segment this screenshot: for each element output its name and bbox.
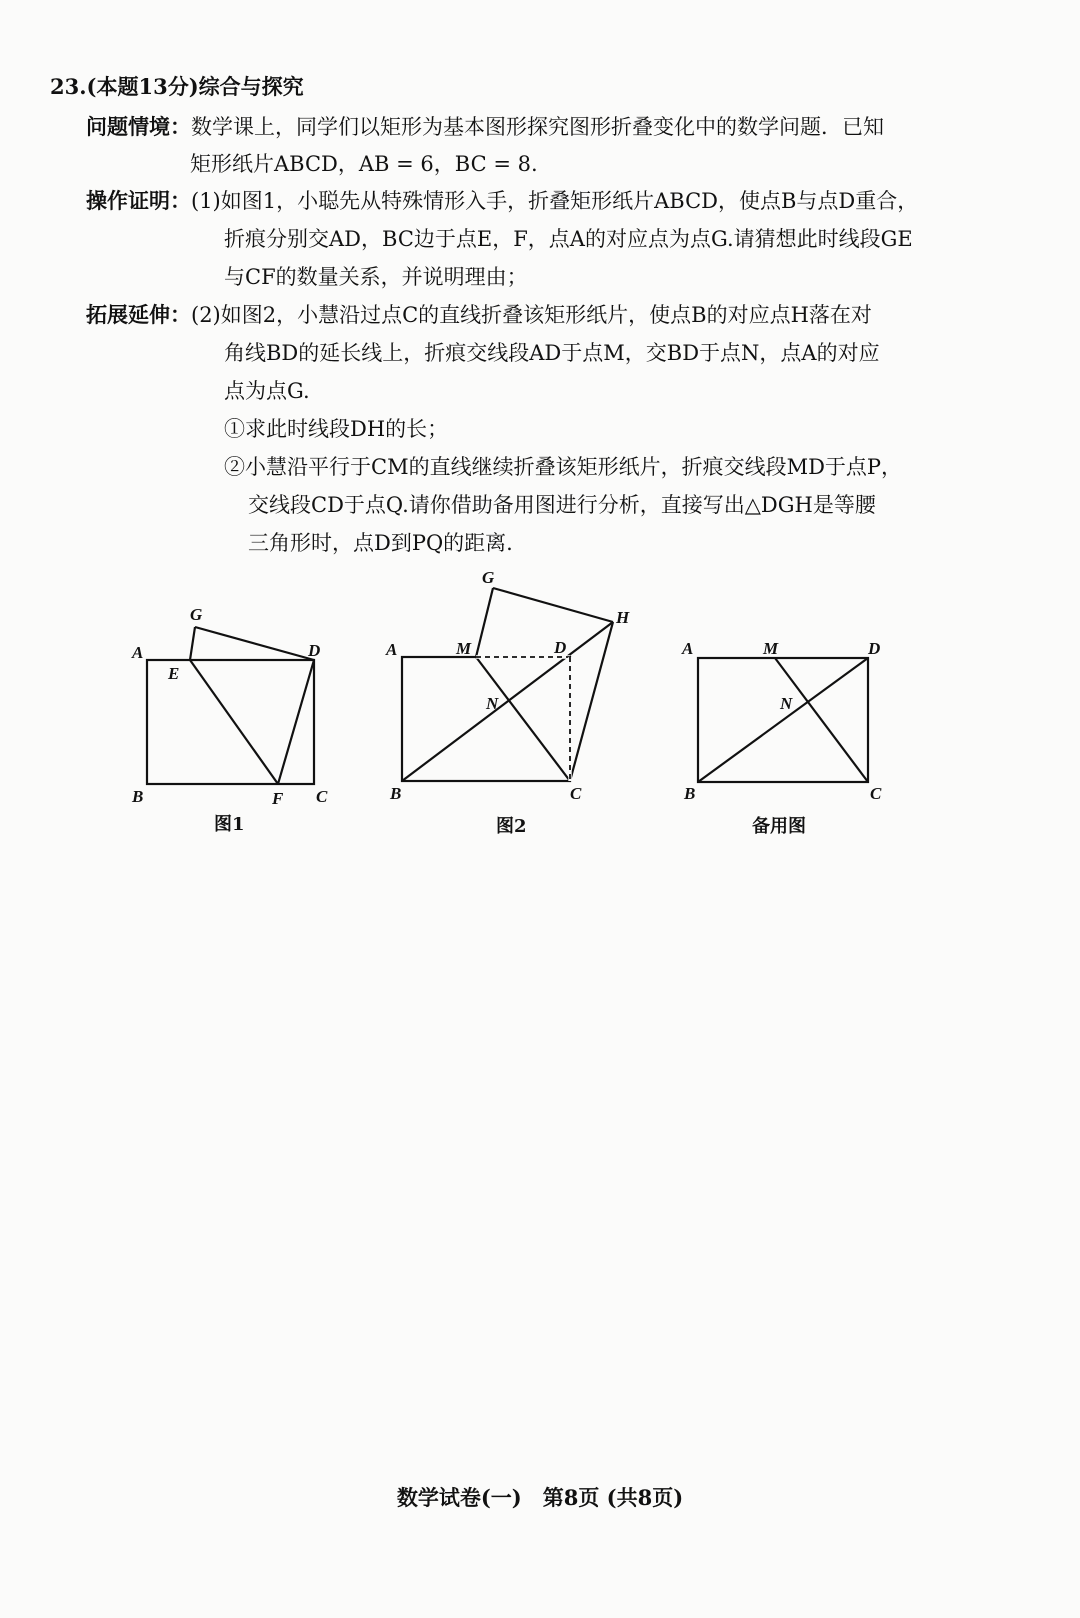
fig2-caption: 图2 <box>496 816 527 837</box>
question-2-line-3: 三角形时，点D到PQ的距离. <box>248 531 513 555</box>
extend-line-1 <box>86 300 872 330</box>
fig1-label-F: F <box>272 789 284 808</box>
fig1-segment-EG <box>190 627 195 660</box>
fig2-segment-GH <box>493 588 613 622</box>
fig2-label-H: H <box>616 608 630 627</box>
fig2-label-C: C <box>570 784 582 803</box>
extend-label: 拓展延伸： <box>86 302 191 327</box>
situation-line-1 <box>86 112 884 142</box>
extend-line-2: 角线BD的延长线上，折痕交线段AD于点M，交BD于点N，点A的对应 <box>224 341 880 365</box>
fig1-label-B: B <box>132 787 144 806</box>
fig2-fold-CM <box>476 657 570 781</box>
fig1-label-C: C <box>316 787 328 806</box>
question-2-line-1: ②小慧沿平行于CM的直线继续折叠该矩形纸片，折痕交线段MD于点P， <box>224 455 903 479</box>
fig3-label-D: D <box>868 639 881 658</box>
fig2-diagonal-BH <box>402 622 613 781</box>
figure-2 <box>380 565 650 820</box>
extend-line-3: 点为点G. <box>224 379 310 403</box>
fig3-label-C: C <box>870 784 882 803</box>
fig3-segment-MC <box>775 658 868 782</box>
proof-label: 操作证明： <box>86 188 191 213</box>
fig3-label-A: A <box>682 639 694 658</box>
fig1-label-G: G <box>190 605 203 624</box>
proof-line-1 <box>86 186 918 216</box>
fig1-fold-EF <box>190 660 278 784</box>
situation-label: 问题情境： <box>86 114 191 139</box>
problem-score: (本题13分) <box>86 74 199 99</box>
fig2-label-M: M <box>456 639 472 658</box>
fig3-label-N: N <box>780 694 793 713</box>
question-1: ①求此时线段DH的长； <box>224 417 449 441</box>
fig3-label-B: B <box>684 784 696 803</box>
proof-line-2: 折痕分别交AD，BC边于点E，F，点A的对应点为点G.请猜想此时线段GE <box>224 227 913 251</box>
fig1-segment-GD <box>195 627 314 660</box>
fig2-label-G: G <box>482 568 495 587</box>
fig1-label-A: A <box>132 643 144 662</box>
fig1-label-E: E <box>168 664 180 683</box>
fig2-segment-CH <box>570 622 613 781</box>
proof-line-3: 与CF的数量关系，并说明理由； <box>224 265 528 289</box>
page-footer: 数学试卷(一) 第8页 (共8页) <box>396 1485 684 1510</box>
figure-1 <box>120 590 350 820</box>
figure-backup <box>670 630 900 810</box>
problem-type: 综合与探究 <box>198 74 304 99</box>
question-2-line-2: 交线段CD于点Q.请你借助备用图进行分析，直接写出△DGH是等腰 <box>248 493 876 517</box>
situation-line-2: 矩形纸片ABCD，AB = 6，BC = 8. <box>190 152 538 176</box>
fig1-caption: 图1 <box>214 814 245 835</box>
proof-text-1: (1)如图1，小聪先从特殊情形入手，折叠矩形纸片ABCD，使点B与点D重合， <box>191 189 919 213</box>
fig2-label-A: A <box>386 640 398 659</box>
fig2-label-B: B <box>390 784 402 803</box>
fig1-label-D: D <box>308 641 321 660</box>
fig3-diagonal-BD <box>698 658 868 782</box>
situation-text-1: 数学课上，同学们以矩形为基本图形探究图形折叠变化中的数学问题．已知 <box>191 115 884 139</box>
fig1-segment-DF <box>278 660 314 784</box>
problem-number: 23. <box>50 74 87 99</box>
fig2-label-D: D <box>554 638 567 657</box>
problem-header <box>50 72 304 102</box>
fig3-caption: 备用图 <box>752 816 806 837</box>
fig2-label-N: N <box>486 694 499 713</box>
fig2-segment-MG <box>476 588 493 657</box>
extend-text-1: (2)如图2，小慧沿过点C的直线折叠该矩形纸片，使点B的对应点H落在对 <box>191 303 872 327</box>
fig3-label-M: M <box>763 639 779 658</box>
